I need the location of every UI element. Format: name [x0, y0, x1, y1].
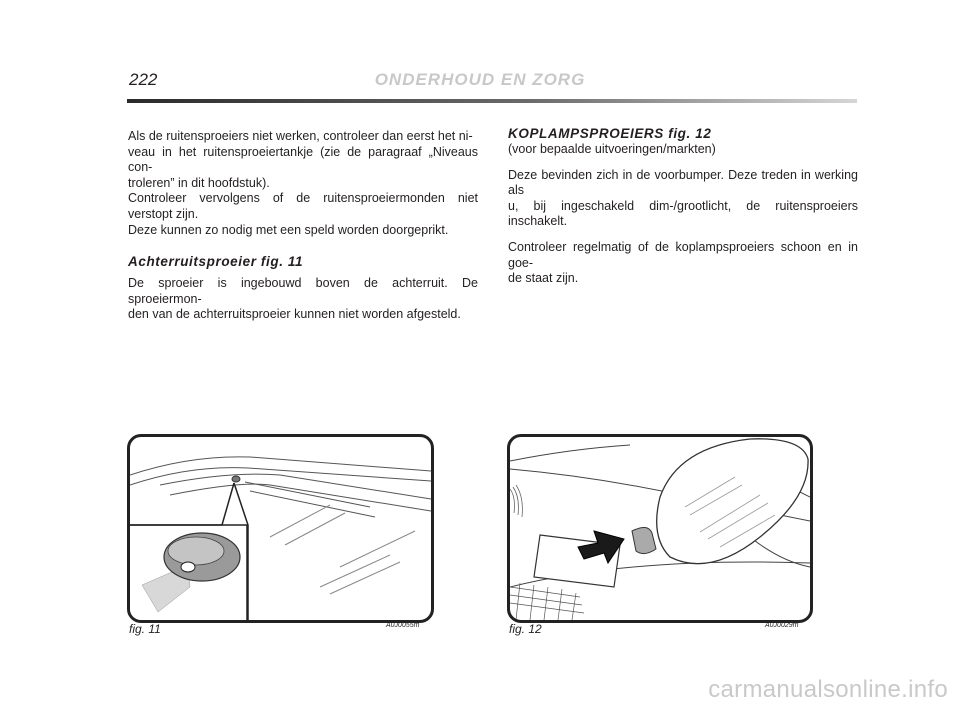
- headlamp-sprayer-nozzle: [632, 527, 656, 553]
- text-line: Controleer regelmatig of de koplampsproeiers schoon en in goe-: [508, 239, 858, 270]
- figure-11-code: A0J0055m: [386, 622, 420, 629]
- left-column: [128, 129, 478, 323]
- text-line: u, bij ingeschakeld dim-/grootlicht, de ruitensproeiers inschakelt.: [508, 198, 858, 229]
- headlamp-sprayer-illustration: [510, 437, 810, 620]
- section-title: ONDERHOUD EN ZORG: [374, 70, 586, 89]
- text-line: De sproeier is ingebouwd boven de achterruit. De sproeiermon-: [128, 276, 478, 306]
- text-line: Deze bevinden zich in de voorbumper. Deze treden in werking als: [508, 167, 858, 198]
- text-line: den van de achterruitsproeier kunnen niet worden afgesteld.: [128, 307, 461, 322]
- figure-12-code: A0J0029m: [765, 622, 799, 629]
- headlamp-sprayers-heading: KOPLAMPSPROEIERS fig. 12: [508, 126, 712, 141]
- page-number: 222: [129, 70, 158, 89]
- sprayer-nozzle-marker: [232, 476, 240, 482]
- grille: [510, 583, 584, 620]
- text-line: Deze kunnen zo nodig met een speld worden doorgeprikt.: [128, 222, 449, 237]
- header-rule: [127, 99, 857, 103]
- rear-sprayer-illustration: [130, 437, 431, 620]
- figure-headlamp-sprayer: [507, 434, 813, 623]
- text-line: troleren” in dit hoofdstuk).: [128, 175, 270, 190]
- intro-paragraph: [128, 129, 478, 238]
- figure-rear-sprayer: [127, 434, 434, 623]
- text-line: Als de ruitensproeiers niet werken, controleer dan eerst het ni-: [128, 129, 473, 143]
- figure-12-caption: fig. 12: [509, 622, 542, 636]
- watermark: carmanualsonline.info: [708, 676, 948, 703]
- headlamp-subheading: (voor bepaalde uitvoeringen/markten): [508, 142, 716, 156]
- right-column: [508, 126, 858, 287]
- headlamp-check-paragraph: [508, 240, 858, 287]
- rear-sprayer-paragraph: [128, 276, 478, 323]
- rear-sprayer-heading: Achterruitsproeier fig. 11: [128, 254, 304, 270]
- text-line: Controleer vervolgens of de ruitensproeiermonden niet verstopt zijn.: [128, 191, 478, 221]
- text-line: de staat zijn.: [508, 271, 579, 286]
- text-line: veau in het ruitensproeiertankje (zie de paragraaf „Niveaus con-: [128, 144, 478, 175]
- headlamp-paragraph: [508, 168, 858, 230]
- headlamp: [657, 439, 808, 564]
- figure-11-caption: fig. 11: [129, 622, 161, 636]
